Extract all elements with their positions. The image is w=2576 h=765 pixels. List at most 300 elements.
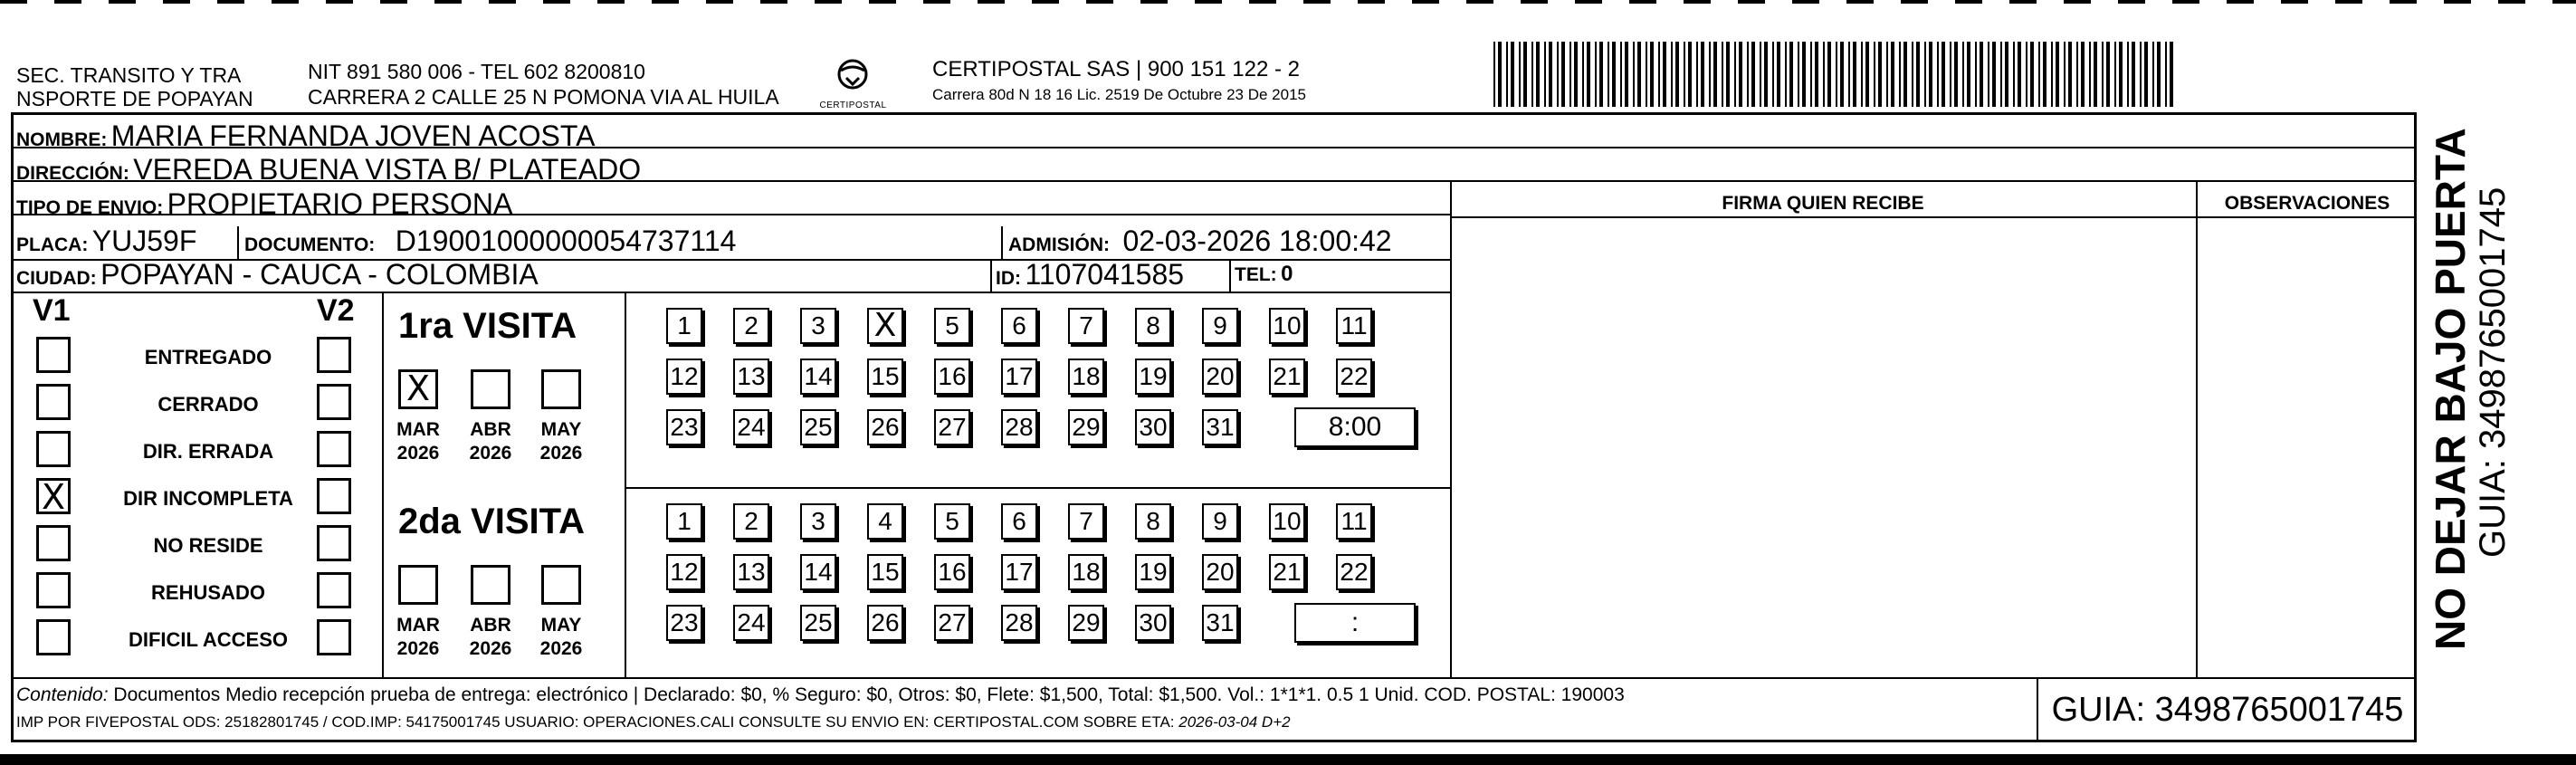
barcode-bar xyxy=(1810,42,1812,107)
day-number: 14 xyxy=(804,362,833,390)
day-number: 13 xyxy=(737,558,766,586)
barcode-bar xyxy=(1675,42,1679,107)
day-number: 9 xyxy=(1213,311,1227,339)
day-number: 13 xyxy=(737,362,766,390)
barcode-bar xyxy=(2140,42,2142,107)
v2-checkbox[interactable] xyxy=(317,431,351,467)
visit-title: 1ra VISITA xyxy=(398,306,577,346)
barcode-bar xyxy=(1595,42,1597,107)
col-divider xyxy=(990,259,992,292)
day-box[interactable] xyxy=(733,554,769,590)
barcode-bar xyxy=(2170,42,2173,107)
tipo-envio-label: TIPO DE ENVIO: xyxy=(16,197,164,218)
v1-checkbox[interactable] xyxy=(36,525,71,561)
observaciones-label: OBSERVACIONES xyxy=(2224,193,2390,214)
day-box[interactable] xyxy=(666,503,702,540)
v1-label: V1 xyxy=(33,293,71,328)
barcode-bar xyxy=(1587,42,1590,107)
day-box[interactable] xyxy=(1068,605,1104,641)
barcode-bar xyxy=(2114,42,2116,107)
direccion-value: VEREDA BUENA VISTA B/ PLATEADO xyxy=(133,153,642,186)
barcode-bar xyxy=(1633,42,1635,107)
v1-checkbox[interactable] xyxy=(36,337,71,373)
barcode-bar xyxy=(2068,42,2072,107)
day-number: 15 xyxy=(871,558,900,586)
day-box[interactable] xyxy=(867,359,903,395)
barcode-bar xyxy=(1950,42,1951,107)
day-number: 17 xyxy=(1005,362,1034,390)
day-number: 1 xyxy=(677,507,692,535)
day-number: 20 xyxy=(1206,558,1235,586)
day-number: 28 xyxy=(1005,413,1034,441)
firma-label: FIRMA QUIEN RECIBE xyxy=(1722,193,1924,214)
visit-time-field[interactable]: : xyxy=(1294,603,1416,643)
day-number: 30 xyxy=(1139,608,1168,636)
day-number: 18 xyxy=(1072,558,1101,586)
courier-logo-icon xyxy=(819,56,887,96)
contenido-label: Contenido: xyxy=(16,684,109,705)
barcode-bar xyxy=(2013,42,2015,107)
barcode-bar xyxy=(1891,42,1894,107)
day-box[interactable] xyxy=(934,554,970,590)
issuer-line-1: SEC. TRANSITO Y TRA xyxy=(16,63,242,87)
v2-checkbox-mark xyxy=(320,528,348,559)
col-divider xyxy=(625,292,626,677)
day-number: 9 xyxy=(1213,507,1227,535)
day-number: 22 xyxy=(1340,362,1369,390)
v1-checkbox[interactable] xyxy=(36,619,71,655)
col-divider xyxy=(382,292,384,677)
status-label: CERRADO xyxy=(157,393,259,416)
admision-value: 02-03-2026 18:00:42 xyxy=(1122,225,1392,257)
day-box[interactable] xyxy=(1202,503,1238,540)
courier-logo xyxy=(819,56,887,109)
day-number: 15 xyxy=(871,362,900,390)
barcode-bar xyxy=(2127,42,2129,107)
v2-checkbox[interactable] xyxy=(317,619,351,655)
day-box[interactable] xyxy=(1001,359,1037,395)
month-year: 2026 xyxy=(539,638,583,659)
day-box[interactable] xyxy=(1068,554,1104,590)
barcode-bar xyxy=(1798,42,1799,107)
documento-value: D19001000000054737114 xyxy=(395,225,737,257)
logo-caption: CERTIPOSTAL xyxy=(819,100,887,110)
ciudad-value: POPAYAN - CAUCA - COLOMBIA xyxy=(100,258,539,291)
day-box[interactable] xyxy=(1135,503,1171,540)
barcode-bar xyxy=(2132,42,2135,107)
day-box[interactable] xyxy=(1135,359,1171,395)
day-box[interactable] xyxy=(1135,409,1171,445)
day-box[interactable] xyxy=(1202,308,1238,344)
day-box[interactable] xyxy=(1135,308,1171,344)
v1-checkbox-mark xyxy=(39,339,68,370)
day-number: 8 xyxy=(1146,507,1160,535)
barcode-bar xyxy=(1612,42,1616,107)
barcode-bar xyxy=(2018,42,2021,107)
id-value: 1107041585 xyxy=(1025,258,1185,291)
barcode-bar xyxy=(1569,42,1571,107)
barcode-bar xyxy=(2000,42,2002,107)
v1-checkbox-mark xyxy=(39,575,68,606)
barcode-bar xyxy=(1853,42,1856,107)
col-divider xyxy=(2196,180,2198,677)
barcode-bar xyxy=(1929,42,1932,107)
day-box[interactable] xyxy=(867,308,903,344)
day-box[interactable] xyxy=(800,554,836,590)
day-box[interactable] xyxy=(666,409,702,445)
month-checkbox[interactable] xyxy=(471,369,510,409)
col-divider xyxy=(1450,180,1452,677)
placa-label: PLACA: xyxy=(16,234,89,255)
day-box[interactable] xyxy=(934,409,970,445)
contenido-line xyxy=(16,684,1625,706)
day-number: 3 xyxy=(811,311,825,339)
barcode-bar xyxy=(1899,42,1901,107)
tel-row xyxy=(1235,256,1293,295)
month-checkbox-mark xyxy=(544,568,578,602)
barcode-bar xyxy=(1760,42,1761,107)
barcode-bar xyxy=(1574,42,1578,107)
day-box[interactable] xyxy=(1336,554,1372,590)
tel-label: TEL: xyxy=(1235,264,1277,285)
v2-checkbox[interactable] xyxy=(317,525,351,561)
barcode-bar xyxy=(1536,42,1540,107)
day-box[interactable] xyxy=(1202,409,1238,445)
tipo-envio-row xyxy=(16,186,512,228)
day-box[interactable] xyxy=(867,409,903,445)
contenido-text: Documentos Medio recepción prueba de entrega: electrónico | Declarado: $0, % Seguro: $0, Otros: $0, Flete: $1,500, Total: $1,500. Vol.: 1*1*1. 0.5 1 Unid. COD. POSTAL: 190003 xyxy=(113,684,1625,705)
barcode-bar xyxy=(1988,42,1989,107)
day-box[interactable] xyxy=(867,605,903,641)
barcode-bar xyxy=(1608,42,1609,107)
barcode-bar xyxy=(1722,42,1723,107)
month-checkbox-mark xyxy=(544,372,578,406)
month-year: 2026 xyxy=(469,638,512,659)
day-box[interactable] xyxy=(733,605,769,641)
day-box[interactable] xyxy=(733,409,769,445)
barcode-bar xyxy=(1827,42,1831,107)
day-number: 10 xyxy=(1273,311,1302,339)
day-box[interactable] xyxy=(666,605,702,641)
courier-line-2: Carrera 80d N 18 16 Lic. 2519 De Octubre 23 De 2015 xyxy=(932,86,1306,103)
day-number: 18 xyxy=(1072,362,1101,390)
barcode-bar xyxy=(1620,42,1622,107)
day-box[interactable] xyxy=(1068,503,1104,540)
visit-time-field[interactable]: 8:00 xyxy=(1294,407,1416,447)
day-box[interactable] xyxy=(867,554,903,590)
day-box[interactable] xyxy=(1135,554,1171,590)
v2-checkbox-mark xyxy=(320,622,348,653)
day-number: 2 xyxy=(744,311,758,339)
day-number: 31 xyxy=(1206,608,1235,636)
day-number: 6 xyxy=(1012,311,1026,339)
id-label: ID: xyxy=(996,268,1021,289)
day-box[interactable] xyxy=(1068,308,1104,344)
address-line: CARRERA 2 CALLE 25 N POMONA VIA AL HUILA xyxy=(308,85,779,109)
day-number: 5 xyxy=(945,507,959,535)
ciudad-label: CIUDAD: xyxy=(16,268,97,289)
barcode-bar xyxy=(1992,42,1996,107)
barcode-bar xyxy=(1637,42,1641,107)
v1-checkbox[interactable] xyxy=(36,477,71,517)
barcode-bar xyxy=(1561,42,1565,107)
direccion-label: DIRECCIÓN: xyxy=(16,163,129,184)
barcode-bar xyxy=(1903,42,1907,107)
v2-checkbox[interactable] xyxy=(317,478,351,514)
day-box[interactable] xyxy=(800,503,836,540)
day-box[interactable] xyxy=(733,359,769,395)
day-number: 23 xyxy=(670,413,699,441)
id-row xyxy=(996,256,1184,299)
day-number: X xyxy=(873,307,897,344)
imp-text: IMP POR FIVEPOSTAL ODS: 25182801745 / COD.IMP: 54175001745 USUARIO: OPERACIONES.CALI CONSULTE SU ENVIO EN: CERTIPOSTAL.COM SOBRE ETA: xyxy=(16,713,1175,731)
barcode-bar xyxy=(2152,42,2154,107)
barcode-bar xyxy=(1815,42,1818,107)
v2-checkbox[interactable] xyxy=(317,384,351,420)
barcode-bar xyxy=(1848,42,1850,107)
barcode-bar xyxy=(1557,42,1559,107)
month-name: ABR xyxy=(470,419,511,440)
placa-value: YUJ59F xyxy=(91,225,197,257)
day-number: 19 xyxy=(1139,362,1168,390)
month-name: MAY xyxy=(540,419,582,440)
day-number: 17 xyxy=(1005,558,1034,586)
day-box[interactable] xyxy=(800,308,836,344)
status-label: REHUSADO xyxy=(151,581,265,604)
day-box[interactable] xyxy=(1202,605,1238,641)
row-divider xyxy=(11,677,2417,679)
v1-checkbox[interactable] xyxy=(36,572,71,608)
day-box[interactable] xyxy=(1269,308,1305,344)
v1-checkbox-mark xyxy=(39,622,68,653)
day-number: 7 xyxy=(1079,507,1093,535)
month-year: 2026 xyxy=(469,443,512,464)
barcode-bar xyxy=(1701,42,1704,107)
barcode-bar xyxy=(1511,42,1514,107)
nombre-label: NOMBRE: xyxy=(16,129,108,150)
day-number: 10 xyxy=(1273,507,1302,535)
day-number: 14 xyxy=(804,558,833,586)
v1-checkbox-mark: X xyxy=(41,477,66,517)
month-checkbox[interactable] xyxy=(471,565,510,605)
scan-edge-bottom xyxy=(0,754,2576,765)
day-box[interactable] xyxy=(934,359,970,395)
barcode-bar xyxy=(1802,42,1806,107)
barcode-bar xyxy=(2144,42,2148,107)
barcode xyxy=(1493,42,2177,107)
barcode-bar xyxy=(1544,42,1546,107)
barcode-bar xyxy=(1954,42,1958,107)
barcode-bar xyxy=(2119,42,2123,107)
barcode-bar xyxy=(1688,42,1692,107)
day-box[interactable] xyxy=(934,605,970,641)
barcode-bar xyxy=(1962,42,1964,107)
barcode-bar xyxy=(1823,42,1825,107)
day-number: 5 xyxy=(945,311,959,339)
barcode-bar xyxy=(2106,42,2110,107)
day-number: 1 xyxy=(677,311,692,339)
month-checkbox-mark xyxy=(473,372,508,406)
visit-title: 2da VISITA xyxy=(398,502,585,541)
day-number: 12 xyxy=(670,558,699,586)
day-number: 30 xyxy=(1139,413,1168,441)
day-box[interactable] xyxy=(1269,359,1305,395)
admision-label: ADMISIÓN: xyxy=(1008,234,1110,255)
month-checkbox[interactable] xyxy=(541,369,581,409)
barcode-bar xyxy=(2081,42,2085,107)
barcode-bar xyxy=(2094,42,2097,107)
day-box[interactable] xyxy=(1202,554,1238,590)
v2-checkbox[interactable] xyxy=(317,572,351,608)
day-box[interactable] xyxy=(800,359,836,395)
barcode-bar xyxy=(1747,42,1749,107)
month-checkbox-mark: X xyxy=(405,368,431,408)
barcode-bar xyxy=(1916,42,1920,107)
day-box[interactable] xyxy=(800,409,836,445)
day-box[interactable] xyxy=(666,308,702,344)
barcode-bar xyxy=(1625,42,1628,107)
day-box[interactable] xyxy=(1068,409,1104,445)
day-number: 29 xyxy=(1072,413,1101,441)
barcode-bar xyxy=(1663,42,1666,107)
barcode-bar xyxy=(1709,42,1711,107)
status-label: ENTREGADO xyxy=(144,346,272,368)
barcode-bar xyxy=(1942,42,1945,107)
month-name: MAR xyxy=(396,419,440,440)
barcode-bar xyxy=(1726,42,1730,107)
barcode-bar xyxy=(1777,42,1780,107)
status-label: NO RESIDE xyxy=(153,534,263,557)
month-checkbox[interactable] xyxy=(541,565,581,605)
v1-checkbox[interactable] xyxy=(36,431,71,467)
barcode-bar xyxy=(2043,42,2046,107)
v2-checkbox-mark xyxy=(320,387,348,417)
day-box[interactable] xyxy=(1001,605,1037,641)
barcode-bar xyxy=(1751,42,1755,107)
row-divider xyxy=(625,487,1450,489)
barcode-bar xyxy=(1582,42,1584,107)
imp-line xyxy=(16,713,1291,732)
col-divider xyxy=(237,226,239,259)
day-box[interactable] xyxy=(733,308,769,344)
v1-checkbox-mark xyxy=(39,528,68,559)
day-box[interactable] xyxy=(666,554,702,590)
barcode-bar xyxy=(1785,42,1787,107)
barcode-bar xyxy=(1519,42,1521,107)
month-year: 2026 xyxy=(396,443,440,464)
barcode-bar xyxy=(1658,42,1660,107)
v2-checkbox-mark xyxy=(320,575,348,606)
day-box[interactable] xyxy=(666,359,702,395)
v1-checkbox[interactable] xyxy=(36,384,71,420)
day-box[interactable] xyxy=(1202,359,1238,395)
day-number: 20 xyxy=(1206,362,1235,390)
barcode-bar xyxy=(1861,42,1863,107)
day-number: 22 xyxy=(1340,558,1369,586)
month-checkbox[interactable] xyxy=(398,565,438,605)
issuer-line-2: NSPORTE DE POPAYAN xyxy=(16,87,253,110)
day-number: 29 xyxy=(1072,608,1101,636)
day-box[interactable] xyxy=(733,503,769,540)
day-number: 27 xyxy=(938,608,967,636)
barcode-bar xyxy=(2056,42,2059,107)
day-box[interactable] xyxy=(1336,359,1372,395)
barcode-bar xyxy=(1498,42,1502,107)
day-number: 26 xyxy=(871,413,900,441)
barcode-bar xyxy=(2157,42,2161,107)
barcode-bar xyxy=(1924,42,1926,107)
barcode-bar xyxy=(1493,42,1495,107)
barcode-bar xyxy=(1523,42,1527,107)
day-box[interactable] xyxy=(1068,359,1104,395)
day-box[interactable] xyxy=(867,503,903,540)
day-box[interactable] xyxy=(934,308,970,344)
eta-value: 2026-03-04 D+2 xyxy=(1178,713,1291,731)
day-number: 11 xyxy=(1340,507,1368,535)
day-box[interactable] xyxy=(1001,554,1037,590)
ciudad-row xyxy=(16,256,539,299)
day-box[interactable] xyxy=(1001,503,1037,540)
day-box[interactable] xyxy=(1269,503,1305,540)
v2-checkbox[interactable] xyxy=(317,337,351,373)
day-number: 28 xyxy=(1005,608,1034,636)
day-number: 3 xyxy=(811,507,825,535)
month-name: MAY xyxy=(540,615,582,636)
barcode-bar xyxy=(1967,42,1970,107)
barcode-bar xyxy=(1696,42,1698,107)
day-number: 24 xyxy=(737,413,766,441)
status-label: DIFICIL ACCESO xyxy=(128,628,288,651)
month-name: ABR xyxy=(470,615,511,636)
barcode-bar xyxy=(1506,42,1508,107)
barcode-bar xyxy=(2030,42,2034,107)
day-number: 26 xyxy=(871,608,900,636)
day-box[interactable] xyxy=(1336,308,1372,344)
day-number: 6 xyxy=(1012,507,1026,535)
month-checkbox[interactable] xyxy=(398,369,438,409)
side-guia: GUIA: 3498765001745 xyxy=(2473,186,2513,558)
day-box[interactable] xyxy=(1001,409,1037,445)
day-box[interactable] xyxy=(800,605,836,641)
barcode-bar xyxy=(1772,42,1774,107)
month-checkbox-mark xyxy=(473,568,508,602)
barcode-bar xyxy=(2026,42,2027,107)
barcode-bar xyxy=(1789,42,1793,107)
barcode-bar xyxy=(1739,42,1742,107)
status-label: DIR INCOMPLETA xyxy=(123,487,293,510)
barcode-bar xyxy=(2064,42,2066,107)
barcode-bar xyxy=(2005,42,2008,107)
day-box[interactable] xyxy=(1135,605,1171,641)
barcode-bar xyxy=(1980,42,1983,107)
day-number: 25 xyxy=(804,413,833,441)
day-number: 4 xyxy=(878,507,892,535)
day-number: 23 xyxy=(670,608,699,636)
guia-box: GUIA: 3498765001745 xyxy=(2051,691,2404,729)
day-box[interactable] xyxy=(1001,308,1037,344)
day-box[interactable] xyxy=(1269,554,1305,590)
month-checkbox-mark xyxy=(401,568,435,602)
day-number: 16 xyxy=(938,558,967,586)
barcode-bar xyxy=(1713,42,1717,107)
day-number: 24 xyxy=(737,608,766,636)
observaciones-header xyxy=(2198,186,2417,224)
day-box[interactable] xyxy=(934,503,970,540)
month-year: 2026 xyxy=(539,443,583,464)
day-number: 25 xyxy=(804,608,833,636)
day-box[interactable] xyxy=(1336,503,1372,540)
v2-checkbox-mark xyxy=(320,481,348,512)
